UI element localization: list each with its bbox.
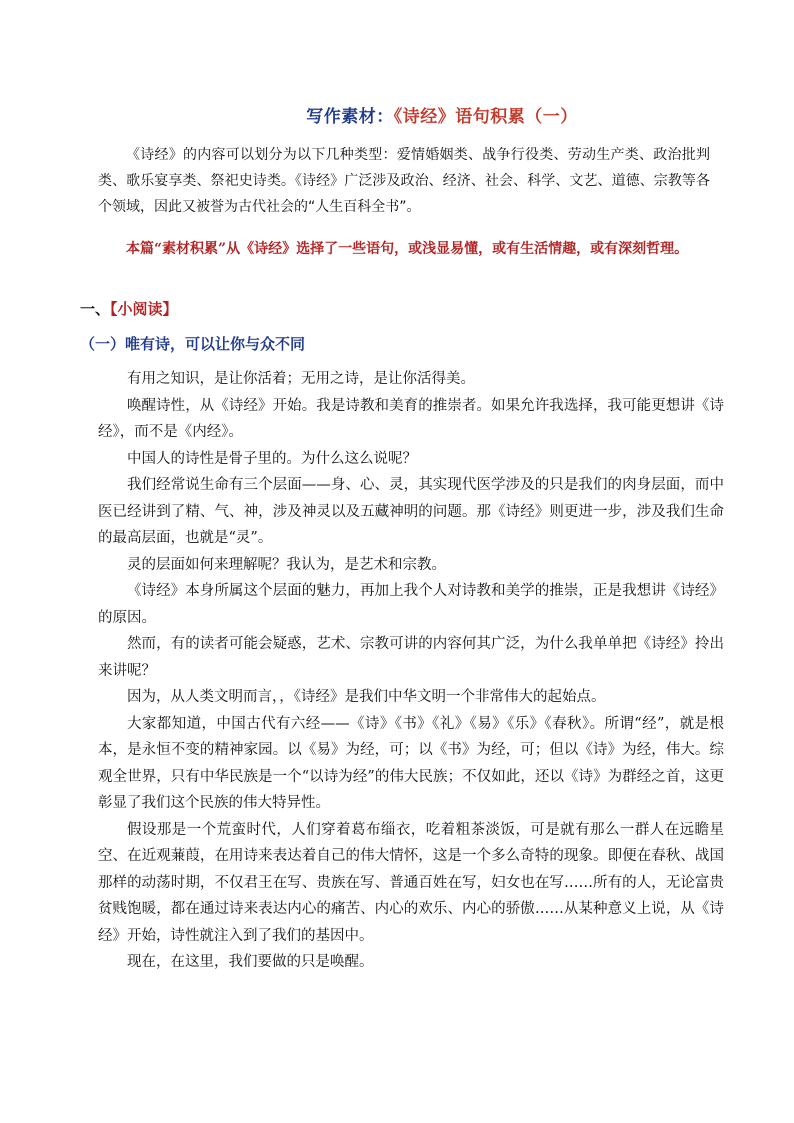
body-paragraph: 《诗经》本身所属这个层面的魅力，再加上我个人对诗教和美学的推崇，正是我想讲《诗经》的原因。: [98, 583, 724, 626]
title-prefix: 写作素材：: [306, 107, 394, 127]
body-paragraph: 然而，有的读者可能会疑惑，艺术、宗教可讲的内容何其广泛，为什么我单单把《诗经》拎出来讲呢？: [98, 636, 724, 679]
body-paragraph: 灵的层面如何来理解呢？我认为，是艺术和宗教。: [127, 556, 446, 573]
section-number: 一、: [80, 300, 111, 318]
intro-paragraph: 《诗经》的内容可以划分为以下几种类型：爱情婚姻类、战争行役类、劳动生产类、政治批判类、歌乐宴享类、祭祀史诗类。《诗经》广泛涉及政治、经济、社会、科学、文艺、道德、宗教等各个领域，因此又被誉为古代社会的“人生百科全书”。: [98, 147, 710, 215]
section-label: 【小阅读】: [110, 300, 178, 318]
title-main: 《诗经》语句积累（一）: [393, 107, 578, 127]
body-paragraph: 我们经常说生命有三个层面——身、心、灵，其实现代医学涉及的只是我们的肉身层面，而中医已经讲到了精、气、神，涉及神灵以及五藏神明的问题。那《诗经》则更进一步，涉及我们生命的最高层面，也就是“灵”。: [98, 477, 724, 546]
subsection-heading: （一）唯有诗，可以让你与众不同: [80, 335, 306, 353]
document-title: [0, 102, 794, 127]
article-body: [98, 366, 724, 976]
body-paragraph: 唤醒诗性，从《诗经》开始。我是诗教和美育的推崇者。如果允许我选择，我可能更想讲《诗经》，而不是《内经》。: [98, 397, 724, 440]
body-paragraph: 假设那是一个荒蛮时代，人们穿着葛布缁衣，吃着粗茶淡饭，可是就有那么一群人在远瞻星空、在近观蒹葭，在用诗来表达着自己的伟大情怀，这是一个多么奇特的现象。即便在春秋、战国那样的动荡时期，不仅君王在写、贵族在写、普通百姓在写，妇女也在写……所有的人，无论富贵贫贱饱暖，都在通过诗来表达内心的痛苦、内心的欢乐、内心的骄傲……从某种意义上说，从《诗经》开始，诗性就注入到了我们的基因中。: [98, 821, 724, 944]
body-paragraph: 有用之知识，是让你活着；无用之诗，是让你活得美。: [127, 371, 475, 387]
body-paragraph: 现在，在这里，我们要做的只是唤醒。: [127, 954, 374, 970]
intro-highlight: 本篇“素材积累”从《诗经》选择了一些语句，或浅显易懂，或有生活情趣，或有深刻哲理。: [126, 241, 689, 257]
body-paragraph: 大家都知道，中国古代有六经——《诗》《书》《礼》《易》《乐》《春秋》。所谓“经”，就是根本，是永恒不变的精神家园。以《易》为经，可；以《书》为经，可；但以《诗》为经，伟大。综观全世界，只有中华民族是一个“以诗为经”的伟大民族；不仅如此，还以《诗》为群经之首，这更彰显了我们这个民族的伟大特异性。: [98, 715, 724, 811]
section-heading: [80, 298, 178, 319]
body-paragraph: 因为，从人类文明而言，，《诗经》是我们中华文明一个非常伟大的起始点。: [127, 689, 606, 705]
body-paragraph: 中国人的诗性是骨子里的。为什么这么说呢？: [127, 450, 417, 467]
